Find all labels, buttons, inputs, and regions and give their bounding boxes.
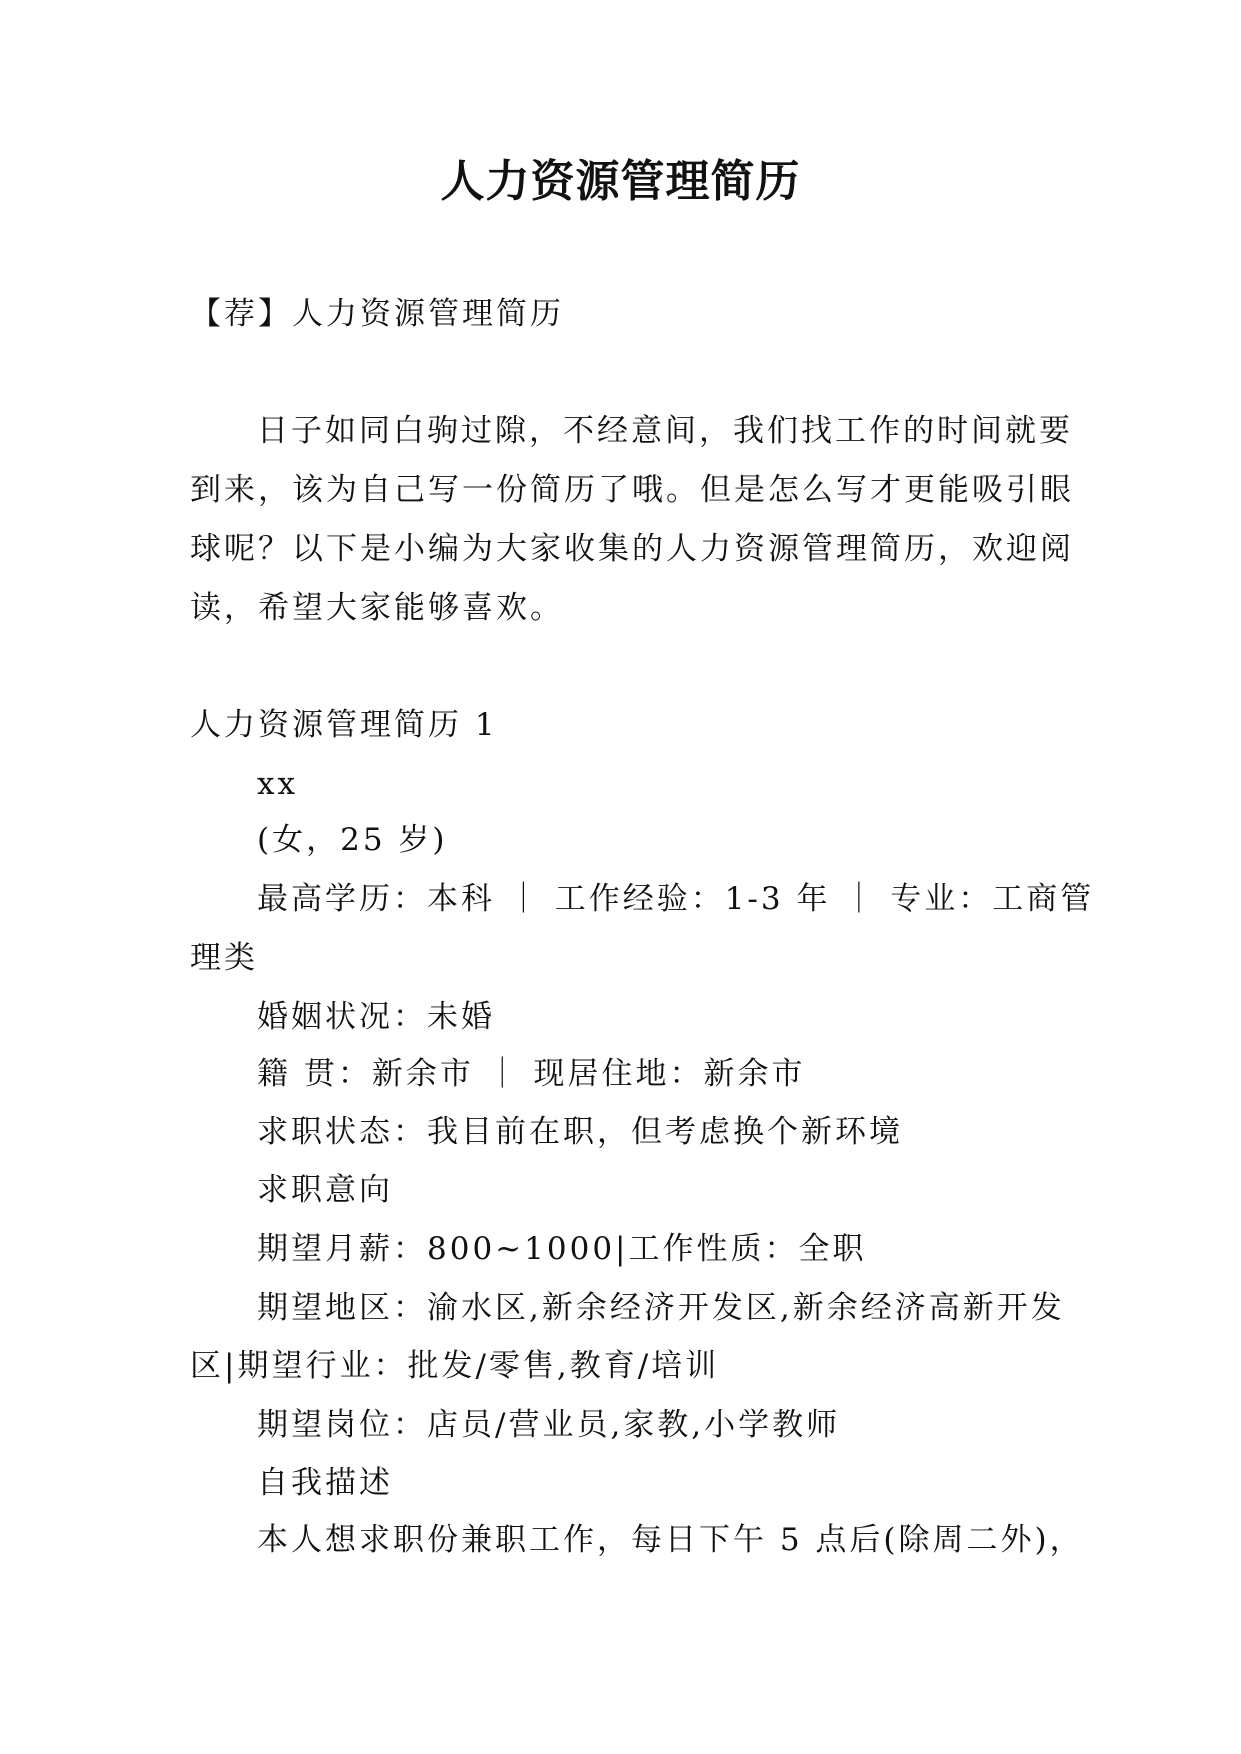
resume-intention-heading: 求职意向 <box>257 1172 393 1208</box>
resume-salary: 期望月薪：800~1000|工作性质：全职 <box>257 1231 867 1267</box>
intro-line-3: 球呢？以下是小编为大家收集的人力资源管理简历，欢迎阅 <box>190 531 1074 567</box>
resume-name: xx <box>257 766 298 802</box>
resume-education-cont: 理类 <box>190 940 258 976</box>
resume-area: 期望地区：渝水区,新余经济开发区,新余经济高新开发 <box>257 1290 1065 1326</box>
intro-line-1: 日子如同白驹过隙，不经意间，我们找工作的时间就要 <box>257 413 1073 449</box>
resume-position: 期望岗位：店员/营业员,家教,小学教师 <box>257 1407 841 1443</box>
resume-gender-age: (女，25 岁) <box>257 822 448 858</box>
intro-line-2: 到来，该为自己写一份简历了哦。但是怎么写才更能吸引眼 <box>190 472 1074 508</box>
intro-line-4: 读，希望大家能够喜欢。 <box>190 590 564 626</box>
section-title: 人力资源管理简历 1 <box>190 707 498 743</box>
resume-job-status: 求职状态：我目前在职，但考虑换个新环境 <box>257 1114 903 1150</box>
resume-self-desc: 本人想求职份兼职工作，每日下午 5 点后(除周二外)， <box>257 1522 1084 1558</box>
page-title: 人力资源管理简历 <box>440 156 801 207</box>
resume-education: 最高学历：本科 ｜ 工作经验：1-3 年 ｜ 专业：工商管 <box>257 881 1095 917</box>
resume-area-cont: 区|期望行业：批发/零售,教育/培训 <box>190 1348 720 1384</box>
recommend-line: 【荐】人力资源管理简历 <box>190 296 564 332</box>
resume-hometown: 籍 贯：新余市 ｜ 现居住地：新余市 <box>257 1056 806 1092</box>
resume-self-desc-heading: 自我描述 <box>257 1465 393 1501</box>
resume-marital: 婚姻状况：未婚 <box>257 999 495 1035</box>
